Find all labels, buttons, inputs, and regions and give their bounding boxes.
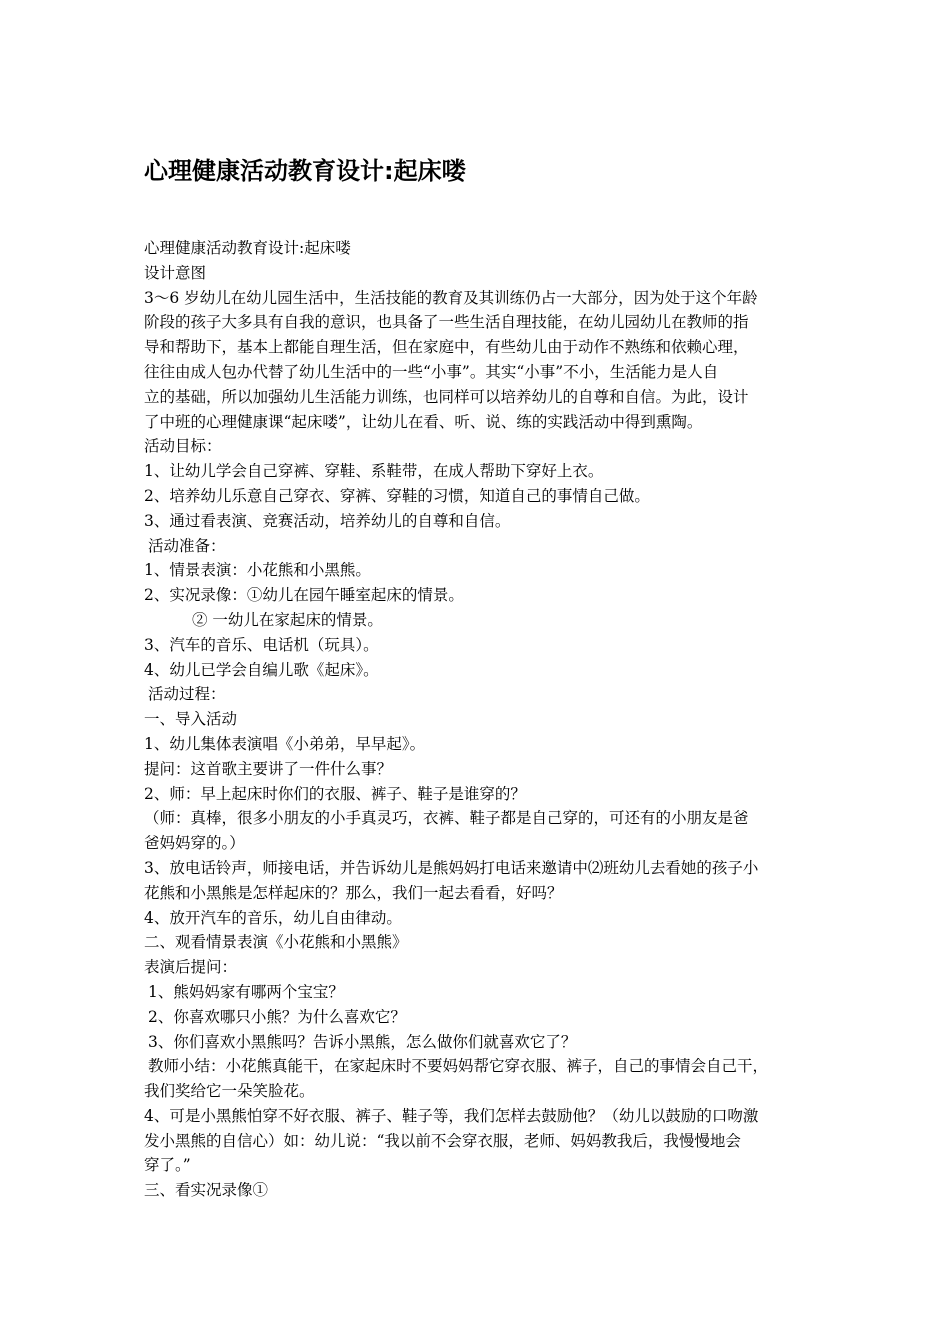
body-line: ② 一幼儿在家起床的情景。 [192, 610, 383, 629]
body-line: 导和帮助下，基本上都能自理生活，但在家庭中，有些幼儿由于动作不熟练和依赖心理， [144, 338, 749, 357]
body-line: 1、让幼儿学会自己穿裤、穿鞋、系鞋带，在成人帮助下穿好上衣。 [144, 462, 604, 481]
body-line: 4、放开汽车的音乐，幼儿自由律动。 [144, 908, 402, 927]
body-line: 发小黑熊的自信心）如：幼儿说：“我以前不会穿衣服，老师、妈妈教我后，我慢慢地会 [144, 1131, 741, 1150]
body-line: 三、看实况录像① [144, 1181, 269, 1200]
body-line: 3、你们喜欢小黑熊吗？告诉小黑熊，怎么做你们就喜欢它了？ [148, 1032, 577, 1051]
body-line: 花熊和小黑熊是怎样起床的？那么，我们一起去看看，好吗？ [144, 883, 563, 902]
body-line: 二、观看情景表演《小花熊和小黑熊》 [144, 933, 408, 952]
body-line: 活动准备： [148, 536, 226, 555]
body-line: 我们奖给它一朵笑脸花。 [144, 1082, 315, 1101]
body-line: 4、幼儿已学会自编儿歌《起床》。 [144, 660, 379, 679]
body-line: 1、熊妈妈家有哪两个宝宝？ [148, 982, 344, 1001]
body-line: 4、可是小黑熊怕穿不好衣服、裤子、鞋子等，我们怎样去鼓励他？（幼儿以鼓励的口吻激 [144, 1106, 759, 1125]
body-line: 3～6 岁幼儿在幼儿园生活中，生活技能的教育及其训练仍占一大部分，因为处于这个年龄 [144, 288, 758, 307]
body-line: 1、情景表演：小花熊和小黑熊。 [144, 561, 371, 580]
body-line: 3、通过看表演、竞赛活动，培养幼儿的自尊和自信。 [144, 511, 511, 530]
body-line: 3、放电话铃声，师接电话，并告诉幼儿是熊妈妈打电话来邀请中⑵班幼儿去看她的孩子小 [144, 858, 759, 877]
body-line: 2、培养幼儿乐意自己穿衣、穿裤、穿鞋的习惯，知道自己的事情自己做。 [144, 486, 650, 505]
body-line: 2、实况录像：①幼儿在园午睡室起床的情景。 [144, 586, 464, 605]
body-line: 2、师：早上起床时你们的衣服、裤子、鞋子是谁穿的？ [144, 784, 526, 803]
body-line: 一、导入活动 [144, 710, 238, 729]
body-line: 教师小结：小花熊真能干，在家起床时不要妈妈帮它穿衣服、裤子，自己的事情会自己干， [148, 1057, 769, 1076]
body-line: 提问：这首歌主要讲了一件什么事？ [144, 759, 393, 778]
body-line: 心理健康活动教育设计:起床喽 [144, 239, 351, 257]
body-line: 设计意图 [144, 263, 207, 282]
body-line: 活动目标： [144, 437, 222, 456]
body-line: 往往由成人包办代替了幼儿生活中的一些“小事”。其实“小事”不小，生活能力是人自 [144, 362, 719, 381]
body-line: 穿了。” [144, 1156, 191, 1175]
document-title: 心理健康活动教育设计:起床喽 [144, 157, 466, 185]
body-line: 2、你喜欢哪只小熊？为什么喜欢它？ [148, 1007, 406, 1026]
body-line: 活动过程： [148, 685, 226, 704]
body-line: 了中班的心理健康课“起床喽”，让幼儿在看、听、说、练的实践活动中得到熏陶。 [144, 412, 703, 431]
document-body [144, 236, 816, 1203]
body-line: 爸妈妈穿的。） [144, 834, 245, 853]
body-line: （师：真棒，很多小朋友的小手真灵巧，衣裤、鞋子都是自己穿的，可还有的小朋友是爸 [144, 809, 749, 828]
body-line: 表演后提问： [144, 958, 238, 977]
body-line: 立的基础，所以加强幼儿生活能力训练，也同样可以培养幼儿的自尊和自信。为此，设计 [144, 387, 749, 406]
body-line: 1、幼儿集体表演唱《小弟弟，早早起》。 [144, 734, 426, 753]
body-line: 阶段的孩子大多具有自我的意识，也具备了一些生活自理技能，在幼儿园幼儿在教师的指 [144, 313, 749, 332]
body-line: 3、汽车的音乐、电话机（玩具）。 [144, 635, 379, 654]
